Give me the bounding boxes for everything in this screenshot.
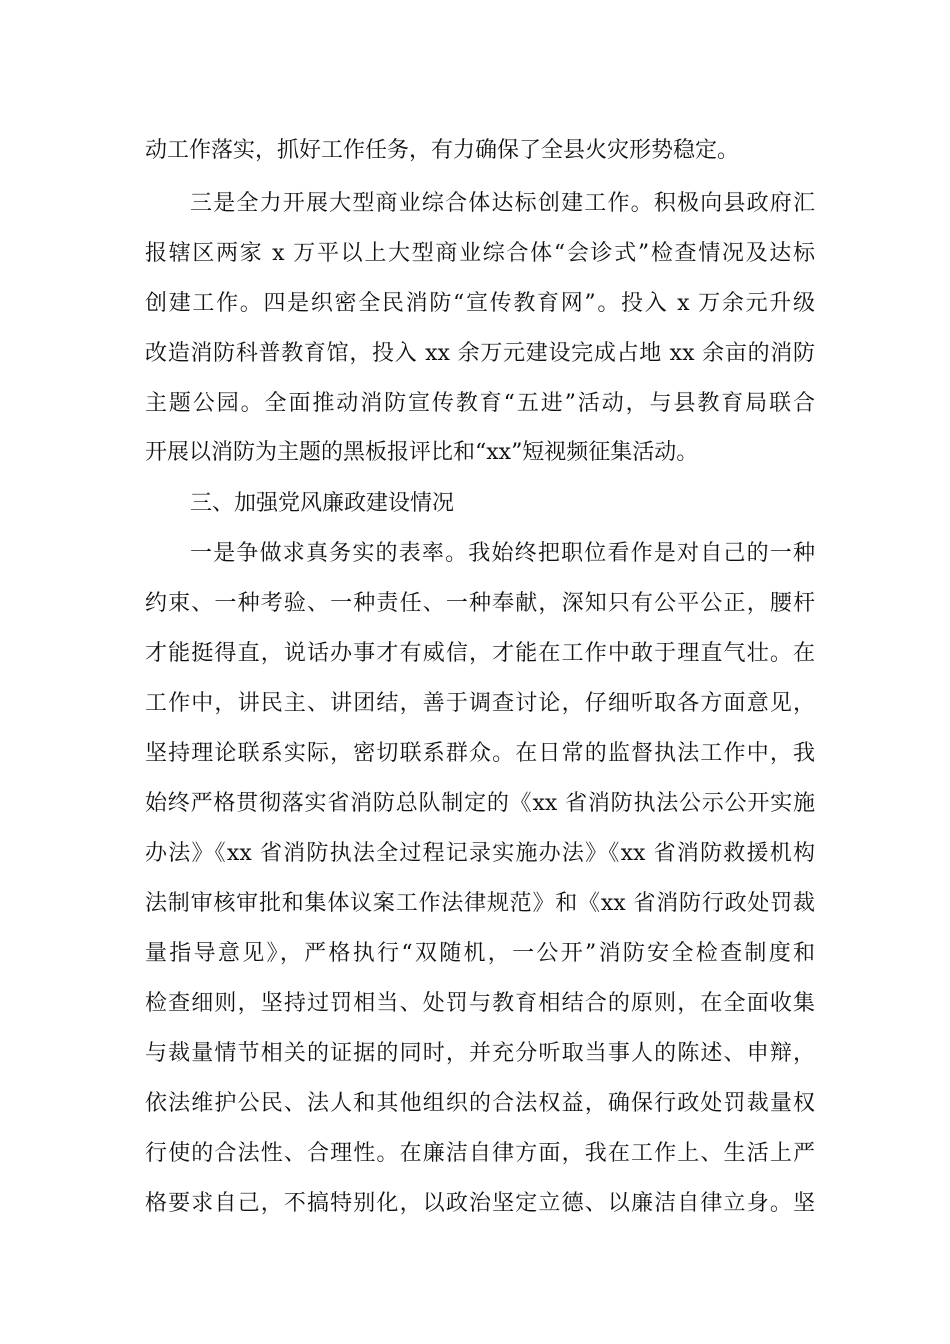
text-line: 动工作落实，抓好工作任务，有力确保了全县火灾形势稳定。 <box>145 138 740 163</box>
text-line: 约束、一种考验、一种责任、一种奉献，深知只有公平公正，腰杆 <box>145 591 815 616</box>
text-line: 报辖区两家 x 万平以上大型商业综合体“会诊式”检查情况及达标 <box>145 241 815 266</box>
text-line: 量指导意见》，严格执行“双随机，一公开”消防安全检查制度和 <box>145 941 815 966</box>
text-line: 创建工作。四是织密全民消防“宣传教育网”。投入 x 万余元升级 <box>145 291 815 316</box>
text-line: 行使的合法性、合理性。在廉洁自律方面，我在工作上、生活上严 <box>145 1141 815 1166</box>
paragraph-first-line: 三是全力开展大型商业综合体达标创建工作。积极向县政府汇 <box>190 191 815 216</box>
section-heading: 三、加强党风廉政建设情况 <box>190 491 455 516</box>
text-line: 主题公园。全面推动消防宣传教育“五进”活动，与县教育局联合 <box>145 391 815 416</box>
text-line: 格要求自己，不搞特别化，以政治坚定立德、以廉洁自律立身。坚 <box>145 1191 815 1216</box>
text-line: 坚持理论联系实际，密切联系群众。在日常的监督执法工作中，我 <box>145 741 815 766</box>
text-line: 工作中，讲民主、讲团结，善于调查讨论，仔细听取各方面意见， <box>145 691 815 716</box>
text-line: 开展以消防为主题的黑板报评比和“xx”短视频征集活动。 <box>145 440 699 465</box>
text-line: 才能挺得直，说话办事才有威信，才能在工作中敢于理直气壮。在 <box>145 641 815 666</box>
text-line: 检查细则，坚持过罚相当、处罚与教育相结合的原则，在全面收集 <box>145 991 815 1016</box>
text-line: 办法》《xx 省消防执法全过程记录实施办法》《xx 省消防救援机构 <box>145 841 815 866</box>
text-line: 始终严格贯彻落实省消防总队制定的《xx 省消防执法公示公开实施 <box>145 791 815 816</box>
paragraph-first-line: 一是争做求真务实的表率。我始终把职位看作是对自己的一种 <box>190 541 815 566</box>
text-line: 改造消防科普教育馆，投入 xx 余万元建设完成占地 xx 余亩的消防 <box>145 341 815 366</box>
text-line: 依法维护公民、法人和其他组织的合法权益，确保行政处罚裁量权 <box>145 1091 815 1116</box>
text-line: 法制审核审批和集体议案工作法律规范》和《xx 省消防行政处罚裁 <box>145 891 815 916</box>
text-line: 与裁量情节相关的证据的同时，并充分听取当事人的陈述、申辩， <box>145 1041 815 1066</box>
